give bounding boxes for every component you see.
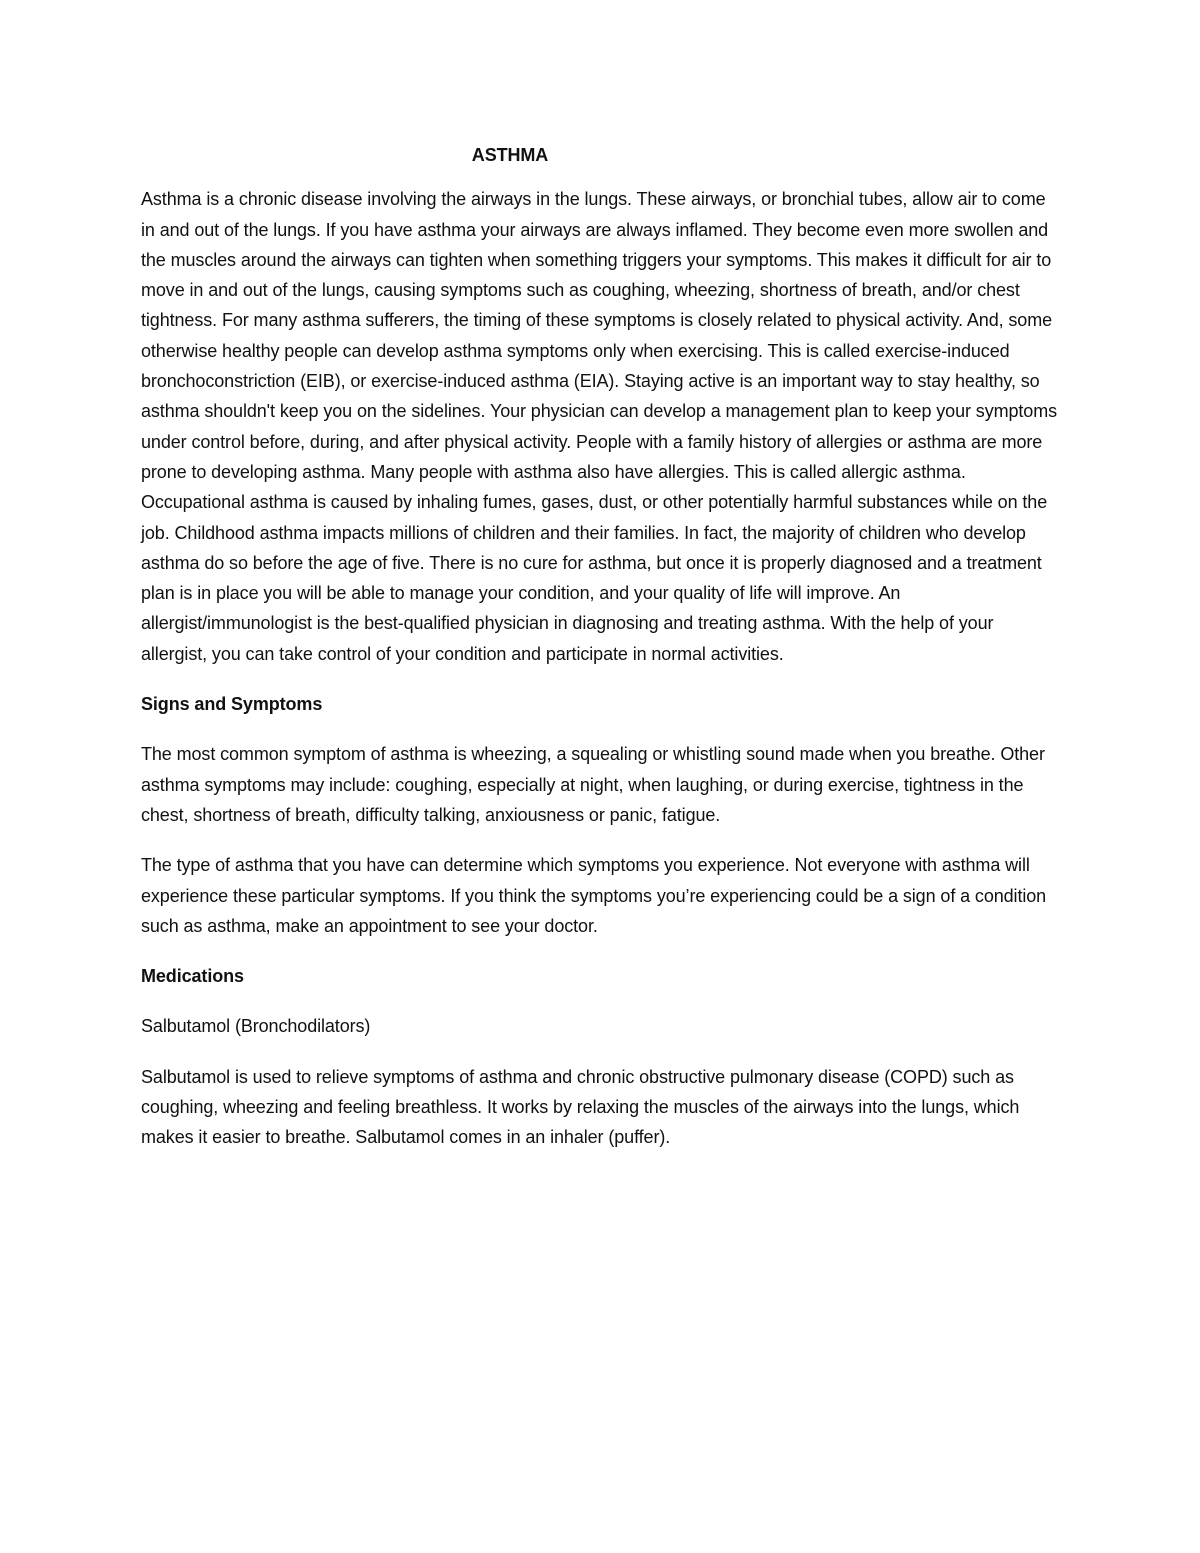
- signs-paragraph-1: The most common symptom of asthma is wheezing, a squealing or whistling sound made when you breathe. Other asthma symptoms may include: coughing, especially at night, when laughing, or during exercise, tightness in the chest, shortness of breath, difficulty talking, anxiousness or panic, fatigue.: [141, 744, 1045, 825]
- document-title: ASTHMA: [471, 145, 549, 165]
- medications-heading: Medications: [141, 966, 244, 987]
- signs-paragraph-2: The type of asthma that you have can determine which symptoms you experience. Not everyone with asthma will experience these particular symptoms. If you think the symptoms you’re experiencing could be a sign of a condition such as asthma, make an appointment to see your doctor.: [141, 855, 1047, 936]
- salbutamol-paragraph: Salbutamol is used to relieve symptoms of asthma and chronic obstructive pulmonary disease (COPD) such as coughing, wheezing and feeling breathless. It works by relaxing the muscles of the airways into the lungs, which makes it easier to breathe. Salbutamol comes in an inhaler (puffer).: [141, 1066, 1020, 1148]
- signs-symptoms-heading: Signs and Symptoms: [141, 694, 323, 715]
- document-body: [141, 140, 1061, 1173]
- salbutamol-subheading: Salbutamol (Bronchodilators): [141, 1016, 371, 1037]
- intro-paragraph: Asthma is a chronic disease involving the airways in the lungs. These airways, or bronchial tubes, allow air to come in and out of the lungs. If you have asthma your airways are always inflamed. They become even more swollen and the muscles around the airways can tighten when something triggers your symptoms. This makes it difficult for air to move in and out of the lungs, causing symptoms such as coughing, wheezing, shortness of breath, and/or chest tightness. For many asthma sufferers, the timing of these symptoms is closely related to physical activity. And, some otherwise healthy people can develop asthma symptoms only when exercising. This is called exercise-induced bronchoconstriction (EIB), or exercise-induced asthma (EIA). Staying active is an important way to stay healthy, so asthma shouldn't keep you on the sidelines. Your physician can develop a management plan to keep your symptoms under control before, during, and after physical activity. People with a family history of allergies or asthma are more prone to developing asthma. Many people with asthma also have allergies. This is called allergic asthma. Occupational asthma is caused by inhaling fumes, gases, dust, or other potentially harmful substances while on the job. Childhood asthma impacts millions of children and their families. In fact, the majority of children who develop asthma do so before the age of five. There is no cure for asthma, but once it is properly diagnosed and a treatment plan is in place you will be able to manage your condition, and your quality of life will improve. An allergist/immunologist is the best-qualified physician in diagnosing and treating asthma. With the help of your allergist, you can take control of your condition and participate in normal activities.: [141, 189, 1058, 664]
